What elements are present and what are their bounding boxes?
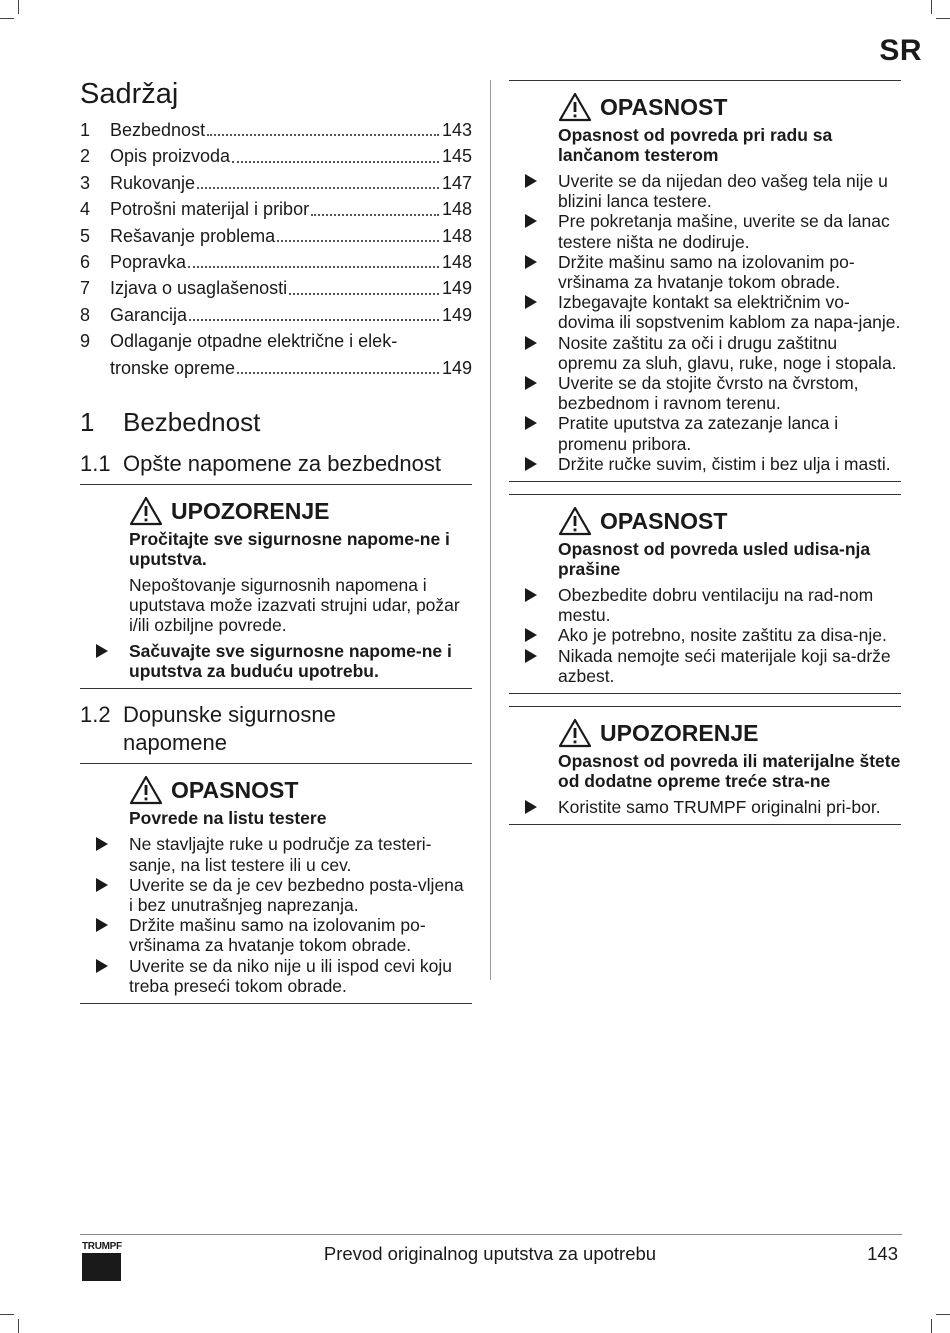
warning-triangle-icon bbox=[558, 92, 592, 122]
toc-item-number: 5 bbox=[80, 225, 91, 246]
arrow-bullet-icon bbox=[525, 214, 537, 228]
arrow-bullet-icon bbox=[525, 174, 537, 188]
list-item-text: Ako je potrebno, nosite zaštitu za disa-nje. bbox=[558, 625, 887, 646]
toc-item[interactable] bbox=[80, 275, 472, 301]
arrow-bullet-icon bbox=[96, 959, 108, 973]
warning-notice bbox=[80, 485, 472, 689]
arrow-bullet-icon bbox=[525, 588, 537, 602]
toc-item-page: 149 bbox=[441, 278, 472, 299]
arrow-bullet-icon bbox=[525, 649, 537, 663]
crop-mark bbox=[18, 0, 19, 14]
toc-item-page: 145 bbox=[441, 146, 472, 167]
toc-item-page: 148 bbox=[441, 252, 472, 273]
notice-type: OPASNOST bbox=[600, 507, 728, 534]
toc-item-number: 8 bbox=[80, 304, 91, 325]
list-item-text: Ne stavljajte ruke u područje za testeri-sanje, na list testere ili u cev. bbox=[129, 834, 432, 875]
list-item-text: Pre pokretanja mašine, uverite se da lanac testere ništa ne dodiruje. bbox=[558, 211, 890, 252]
arrow-bullet-icon bbox=[96, 837, 108, 851]
toc-item-page: 147 bbox=[441, 172, 472, 193]
toc-leader-dots bbox=[189, 319, 439, 321]
notice-bullets bbox=[558, 585, 901, 686]
toc-item-label: Garancija bbox=[110, 304, 188, 325]
subsection-title: napomene bbox=[123, 730, 227, 756]
toc-item[interactable] bbox=[80, 249, 472, 275]
list-item bbox=[558, 585, 901, 625]
toc-leader-dots bbox=[188, 266, 439, 268]
toc-item-number: 4 bbox=[80, 199, 91, 220]
notice-type: UPOZORENJE bbox=[600, 719, 759, 746]
toc-item-number: 6 bbox=[80, 252, 91, 273]
arrow-bullet-icon bbox=[525, 457, 537, 471]
notice-header bbox=[558, 715, 901, 751]
list-item bbox=[558, 252, 901, 292]
notice-subtitle: Opasnost od povreda ili materijalne štete od dodatne opreme treće stra-ne bbox=[558, 751, 901, 792]
crop-mark bbox=[18, 1319, 19, 1333]
crop-mark bbox=[931, 1319, 932, 1333]
arrow-bullet-icon bbox=[525, 336, 537, 350]
notice-subtitle: Opasnost od povreda pri radu sa lančanom testerom bbox=[558, 125, 833, 165]
arrow-bullet-icon bbox=[525, 416, 537, 430]
toc-item[interactable] bbox=[80, 302, 472, 328]
toc-item-number: 1 bbox=[80, 120, 91, 140]
list-item bbox=[129, 641, 472, 681]
subsection-number: 1.1 bbox=[80, 451, 111, 477]
toc-leader-dots bbox=[237, 372, 439, 374]
list-item-text: Izbegavajte kontakt sa električnim vo-dovima ili sopstvenim kablom za napa-janje. bbox=[558, 292, 901, 333]
arrow-bullet-icon bbox=[525, 295, 537, 309]
notice-header bbox=[558, 89, 901, 125]
warning-triangle-icon bbox=[129, 775, 163, 805]
toc-item[interactable] bbox=[80, 170, 472, 196]
list-item bbox=[558, 333, 901, 373]
notice-subtitle: Pročitajte sve sigurnosne napome-ne i uputstva. bbox=[129, 529, 450, 570]
footer-divider bbox=[80, 1234, 902, 1235]
notice-bullets bbox=[129, 834, 472, 996]
list-item bbox=[129, 956, 472, 996]
toc-item[interactable] bbox=[80, 117, 472, 143]
warning-triangle-icon bbox=[558, 718, 592, 748]
list-item bbox=[129, 875, 472, 915]
list-item bbox=[558, 211, 901, 251]
notice-type: OPASNOST bbox=[171, 776, 299, 803]
subsection-title: Opšte napomene za bezbednost bbox=[123, 451, 442, 477]
section-number: 1 bbox=[80, 407, 95, 438]
subsection-title: Dopunske sigurnosne bbox=[123, 702, 336, 728]
notice-type: UPOZORENJE bbox=[171, 497, 330, 524]
arrow-bullet-icon bbox=[96, 918, 108, 932]
list-item bbox=[558, 373, 901, 413]
list-item-text: Nikada nemojte seći materijale koji sa-drže azbest. bbox=[558, 645, 891, 686]
list-item bbox=[558, 413, 901, 453]
subsection-number: 1.2 bbox=[80, 702, 111, 728]
toc-leader-dots bbox=[207, 134, 439, 136]
list-item-text: Uverite se da niko nije u ili ispod cevi koju treba preseći tokom obrade. bbox=[129, 955, 452, 996]
list-item bbox=[558, 454, 901, 474]
language-code: SR bbox=[879, 34, 922, 67]
list-item-text: Uverite se da stojite čvrsto na čvrstom, bezbednom i ravnom terenu. bbox=[558, 373, 859, 414]
subsection-heading bbox=[80, 450, 472, 485]
list-item bbox=[558, 171, 901, 211]
list-item-text: Uverite se da nijedan deo vašeg tela nije u blizini lanca testere. bbox=[558, 171, 888, 212]
toc-item-label: Rešavanje problema bbox=[110, 225, 276, 246]
notice-bullets bbox=[558, 171, 901, 474]
list-item-text: Koristite samo TRUMPF originalni pri-bor. bbox=[558, 797, 881, 818]
brand-logo-text: TRUMPF bbox=[82, 1241, 122, 1252]
toc-leader-dots bbox=[311, 214, 439, 216]
danger-notice bbox=[80, 764, 472, 1004]
list-item bbox=[558, 625, 901, 645]
footer-title: Prevod originalnog uputstva za upotrebu bbox=[323, 1243, 657, 1264]
toc-item[interactable] bbox=[80, 223, 472, 249]
list-item-text: Pratite uputstva za zatezanje lanca i promenu pribora. bbox=[558, 413, 839, 454]
list-item-text: Držite ručke suvim, čistim i bez ulja i masti. bbox=[558, 453, 891, 474]
notice-header bbox=[558, 503, 901, 539]
list-item bbox=[558, 646, 901, 686]
toc-item-label: tronske opreme bbox=[110, 357, 236, 378]
crop-mark bbox=[936, 1314, 950, 1315]
toc-item[interactable] bbox=[80, 196, 472, 222]
warning-notice bbox=[509, 707, 901, 825]
list-item-text: Uverite se da je cev bezbedno posta-vljena i bez unutrašnjeg naprezanja. bbox=[129, 874, 464, 916]
left-column bbox=[80, 78, 472, 1004]
danger-notice bbox=[509, 495, 901, 694]
arrow-bullet-icon bbox=[525, 255, 537, 269]
toc-leader-dots bbox=[289, 293, 439, 295]
toc-item-label: Opis proizvoda bbox=[110, 146, 231, 167]
list-item-text: Držite mašinu samo na izolovanim po-vršinama za hvatanje tokom obrade. bbox=[558, 251, 855, 293]
column-divider bbox=[490, 80, 491, 980]
crop-mark bbox=[936, 18, 950, 19]
notice-subtitle: Opasnost od povreda usled udisa-nja prašine bbox=[558, 539, 871, 580]
crop-mark bbox=[931, 0, 932, 14]
subsection-heading bbox=[80, 701, 472, 764]
crop-mark bbox=[0, 1314, 14, 1315]
crop-mark bbox=[0, 18, 14, 19]
table-of-contents bbox=[80, 117, 472, 328]
toc-item[interactable] bbox=[80, 143, 472, 169]
page-number: 143 bbox=[867, 1243, 898, 1264]
notice-header bbox=[129, 493, 472, 529]
list-item-text: Držite mašinu samo na izolovanim po-vršinama za hvatanje tokom obrade. bbox=[129, 915, 426, 956]
toc-item-number: 9 bbox=[80, 331, 91, 352]
divider bbox=[509, 482, 901, 495]
list-item bbox=[558, 292, 901, 332]
list-item-text: Sačuvajte sve sigurnosne napome-ne i uputstva za buduću upotrebu. bbox=[129, 641, 452, 682]
toc-item-label: Bezbednost bbox=[110, 120, 206, 140]
toc-item-label: Popravka bbox=[110, 252, 187, 273]
toc-leader-dots bbox=[277, 240, 439, 242]
toc-item-label: Rukovanje bbox=[110, 172, 196, 193]
notice-bullets bbox=[129, 641, 472, 681]
notice-bullets bbox=[558, 797, 901, 817]
section-heading bbox=[80, 407, 472, 438]
arrow-bullet-icon bbox=[525, 376, 537, 390]
toc-item-number: 7 bbox=[80, 278, 91, 299]
warning-triangle-icon bbox=[558, 506, 592, 536]
toc-item-label: Izjava o usaglašenosti bbox=[110, 278, 288, 299]
section-title: Bezbednost bbox=[123, 407, 261, 438]
divider bbox=[509, 694, 901, 707]
list-item bbox=[129, 834, 472, 874]
danger-notice bbox=[509, 81, 901, 482]
toc-item-page: 143 bbox=[441, 120, 472, 140]
notice-header bbox=[129, 772, 472, 808]
arrow-bullet-icon bbox=[96, 878, 108, 892]
warning-triangle-icon bbox=[129, 496, 163, 526]
toc-item-number: 3 bbox=[80, 172, 91, 193]
toc-item-page: 149 bbox=[441, 357, 472, 378]
toc-item-label: Potrošni materijal i pribor bbox=[110, 199, 310, 220]
list-item bbox=[129, 915, 472, 955]
list-item-text: Obezbedite dobru ventilaciju na rad-nom mestu. bbox=[558, 585, 874, 626]
notice-type: OPASNOST bbox=[600, 93, 728, 120]
toc-item-page: 148 bbox=[441, 199, 472, 220]
toc-item[interactable] bbox=[80, 328, 472, 381]
toc-item-label: Odlaganje otpadne električne i elek- bbox=[110, 331, 398, 352]
arrow-bullet-icon bbox=[525, 628, 537, 642]
list-item-text: Nosite zaštitu za oči i drugu zaštitnu opremu za sluh, glavu, ruke, noge i stopala. bbox=[558, 332, 897, 373]
toc-leader-dots bbox=[232, 161, 439, 163]
toc-item-page: 148 bbox=[441, 225, 472, 246]
right-column bbox=[509, 80, 901, 825]
arrow-bullet-icon bbox=[525, 800, 537, 814]
toc-leader-dots bbox=[197, 187, 439, 189]
notice-subtitle: Povrede na listu testere bbox=[129, 808, 327, 829]
arrow-bullet-icon bbox=[96, 644, 108, 658]
toc-title: Sadržaj bbox=[80, 78, 179, 110]
notice-body: Nepoštovanje sigurnosnih napomena i uputstava može izazvati strujni udar, požar i/ili ozbiljne povrede. bbox=[129, 575, 460, 636]
toc-item-page: 149 bbox=[441, 304, 472, 325]
list-item bbox=[558, 797, 901, 817]
toc-item-number: 2 bbox=[80, 146, 91, 167]
